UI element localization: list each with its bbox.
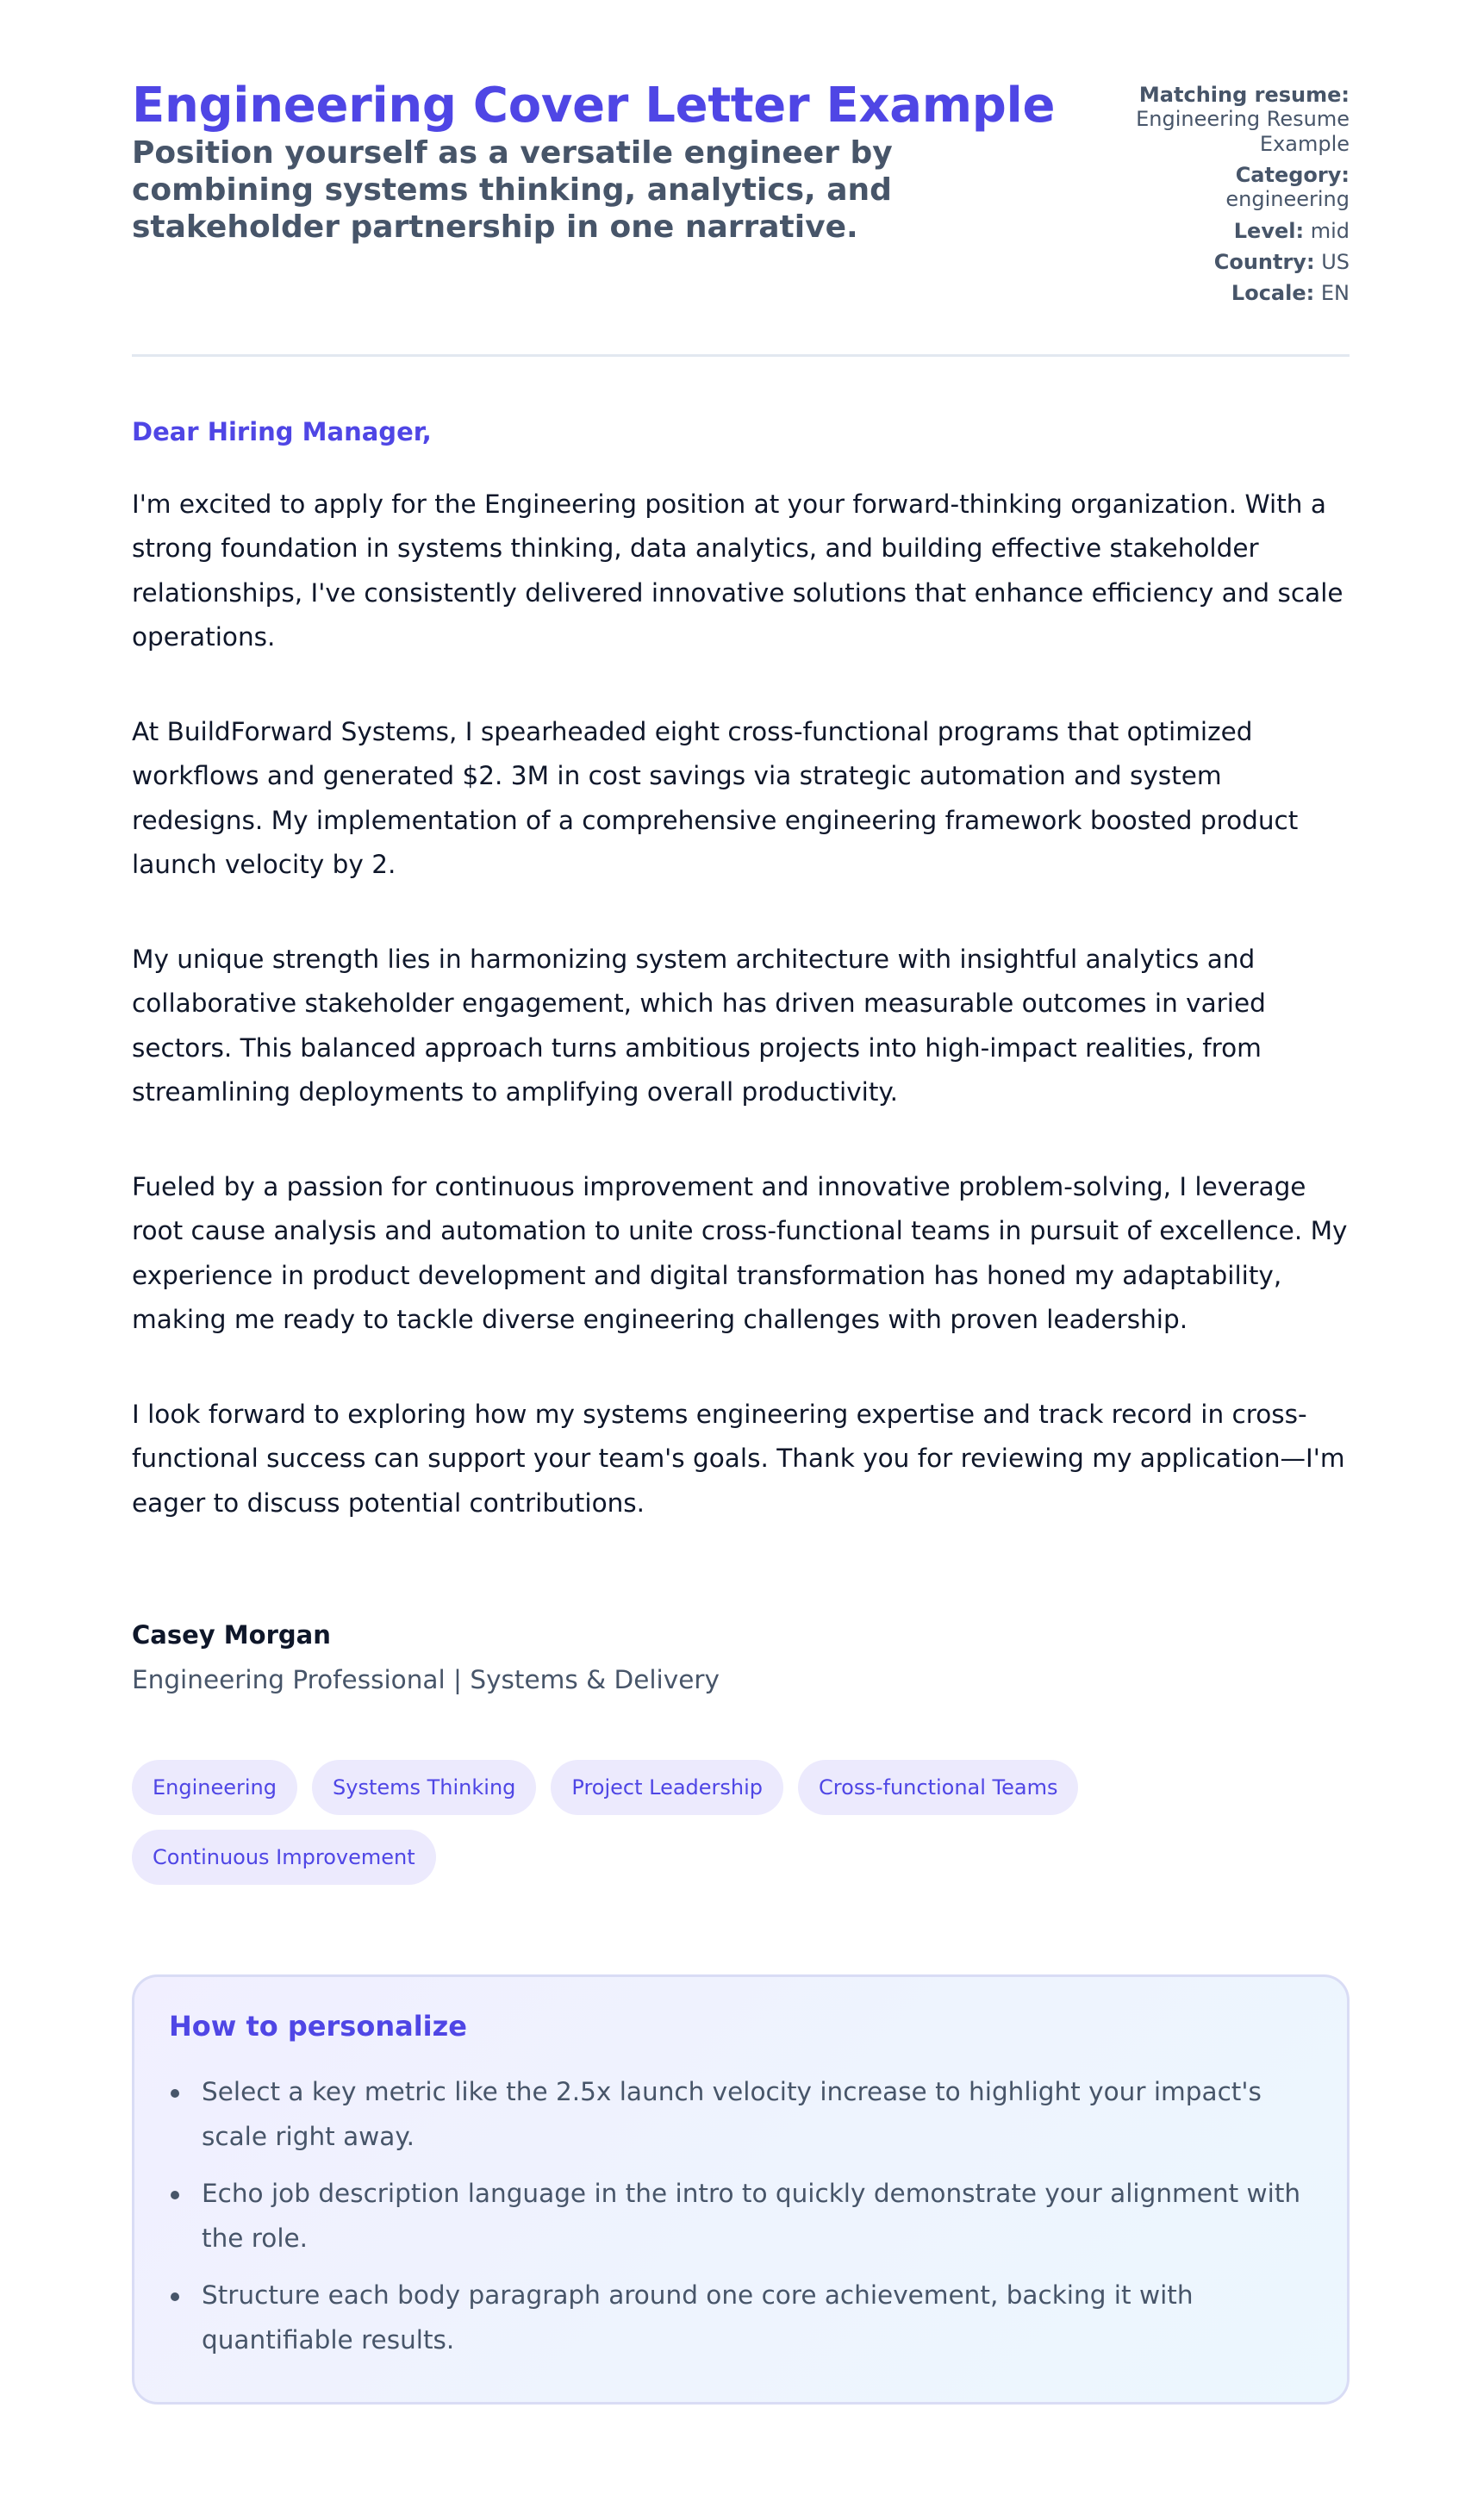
tip-item bbox=[169, 2274, 1312, 2362]
signature-role: Engineering Professional | Systems & Delivery bbox=[132, 1665, 720, 1694]
letter-paragraph: I'm excited to apply for the Engineering position at your forward-thinking organization. With a strong foundation in systems thinking, data analytics, and building effective stakeholder relationships, I've consistently delivered innovative solutions that enhance efficiency and scale operations. bbox=[132, 489, 1343, 652]
letter-paragraph: My unique strength lies in harmonizing system architecture with insightful analytics and collaborative stakeholder engagement, which has driven measurable outcomes in varied sectors. This balanced approach turns ambitious projects into high-impact realities, from streamlining deployments to amplifying overall productivity. bbox=[132, 944, 1266, 1107]
tip-text: Echo job description language in the intro to quickly demonstrate your alignment with the role. bbox=[202, 2179, 1301, 2253]
skill-tag: Continuous Improvement bbox=[132, 1830, 436, 1885]
meta-country bbox=[1117, 250, 1350, 274]
meta-label: Locale: bbox=[1231, 281, 1315, 306]
bullet-icon bbox=[171, 2089, 179, 2098]
meta-label: Matching resume: bbox=[1138, 83, 1350, 107]
skill-tag: Engineering bbox=[132, 1760, 297, 1815]
letter-paragraph: Fueled by a passion for continuous improvement and innovative problem-solving, I leverage root cause analysis and automation to unite cross-functional teams in pursuit of excellence. My experience in product development and digital transformation has honed my adaptability, making me ready to tackle diverse engineering challenges with proven leadership. bbox=[132, 1171, 1348, 1334]
tip-item bbox=[169, 2070, 1312, 2159]
tip-text: Structure each body paragraph around one core achievement, backing it with quantifiable results. bbox=[202, 2280, 1194, 2355]
metadata-panel bbox=[1117, 79, 1350, 313]
bullet-icon bbox=[171, 2191, 179, 2199]
meta-label: Category: bbox=[1235, 162, 1350, 187]
meta-value: engineering bbox=[1225, 187, 1350, 212]
bullet-icon bbox=[171, 2292, 179, 2301]
page-header bbox=[132, 79, 1350, 357]
skill-tags bbox=[132, 1760, 1166, 1885]
meta-matching-resume bbox=[1117, 83, 1350, 156]
meta-value: mid bbox=[1310, 218, 1350, 243]
tip-text: Select a key metric like the 2.5x launch velocity increase to highlight your impact's scale right away. bbox=[202, 2077, 1262, 2151]
meta-locale bbox=[1117, 281, 1350, 305]
letter-greeting: Dear Hiring Manager, bbox=[132, 416, 432, 446]
tip-item bbox=[169, 2172, 1312, 2261]
meta-label: Level: bbox=[1233, 218, 1305, 243]
signature-block bbox=[132, 1620, 1350, 1694]
letter-paragraph: I look forward to exploring how my systems engineering expertise and track record in cross-functional success can support your team's goals. Thank you for reviewing my application—I'm eager to discuss potential contributions. bbox=[132, 1399, 1345, 1518]
signature-name: Casey Morgan bbox=[132, 1620, 331, 1650]
page-subtitle: Position yourself as a versatile engineer by combining systems thinking, analytics, and stakeholder partnership in one narrative. bbox=[132, 134, 893, 245]
letter-body bbox=[132, 417, 1350, 1526]
meta-value: EN bbox=[1320, 281, 1350, 306]
personalization-tips-card bbox=[132, 1974, 1350, 2405]
meta-category bbox=[1117, 163, 1350, 212]
page-title: Engineering Cover Letter Example bbox=[132, 78, 1056, 134]
skill-tag: Systems Thinking bbox=[312, 1760, 536, 1815]
meta-label: Country: bbox=[1213, 249, 1315, 274]
letter-paragraph: At BuildForward Systems, I spearheaded eight cross-functional programs that optimized workflows and generated $2. 3M in cost savings via strategic automation and system redesigns. My implementation of a comprehensive engineering framework boosted product launch velocity by 2. bbox=[132, 716, 1299, 879]
skill-tag: Project Leadership bbox=[551, 1760, 783, 1815]
meta-level bbox=[1117, 219, 1350, 243]
skill-tag: Cross-functional Teams bbox=[798, 1760, 1078, 1815]
cover-letter-page bbox=[132, 0, 1350, 2405]
header-titles bbox=[132, 79, 1088, 246]
meta-value: US bbox=[1321, 249, 1350, 274]
tips-title: How to personalize bbox=[169, 2010, 467, 2043]
tips-list bbox=[169, 2070, 1312, 2362]
meta-value: Engineering Resume Example bbox=[1136, 107, 1350, 156]
